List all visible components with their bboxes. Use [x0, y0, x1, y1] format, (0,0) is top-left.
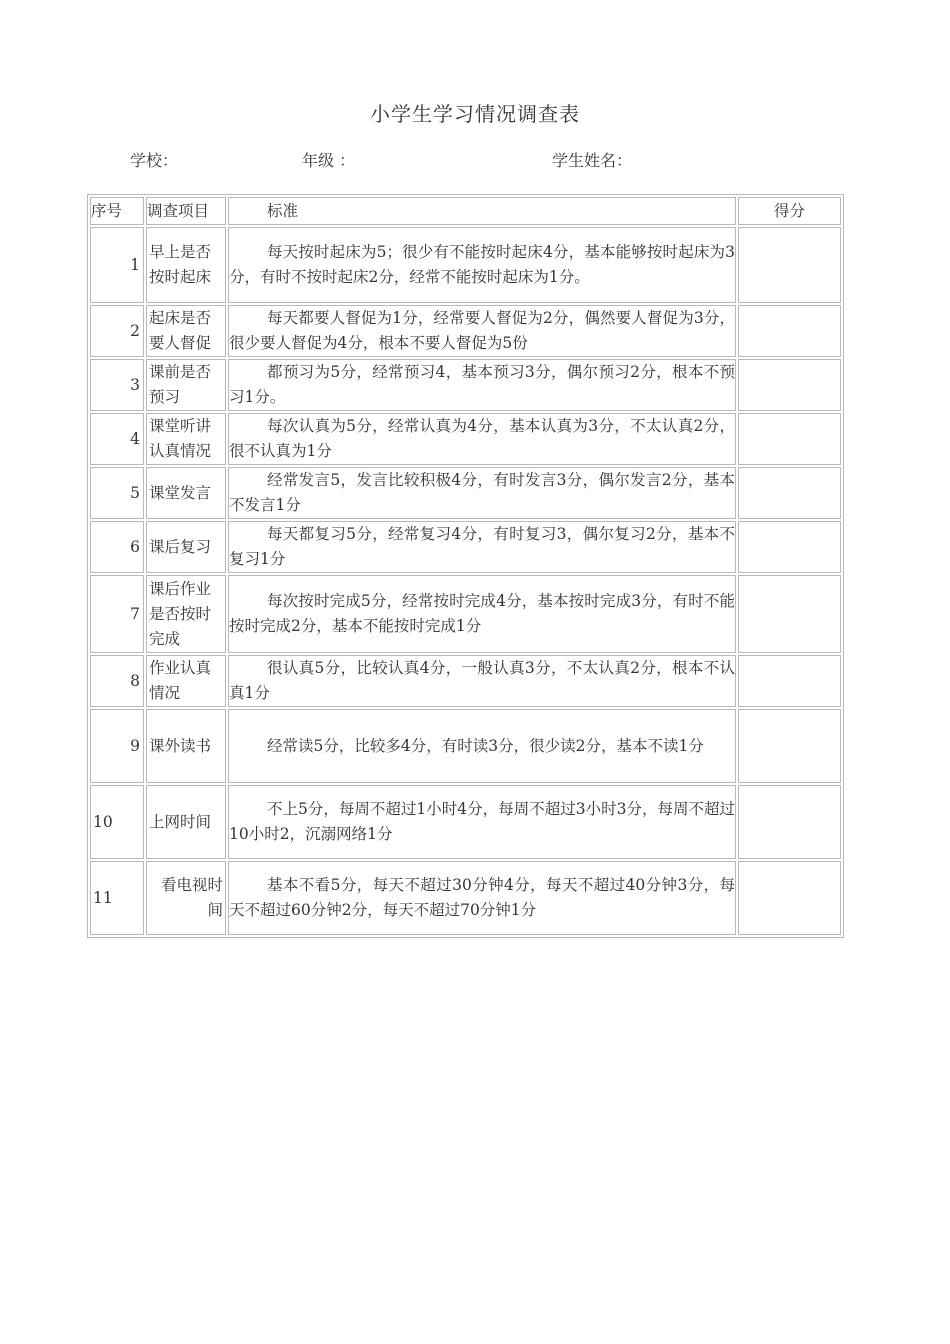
score-cell[interactable]: [738, 861, 841, 935]
table-header-row: [90, 197, 841, 225]
table-row: [90, 467, 841, 519]
row-standard: 每次按时完成5分，经常按时完成4分，基本按时完成3分，有时不能按时完成2分，基本不能按时完成1分: [228, 575, 736, 653]
score-cell[interactable]: [738, 413, 841, 465]
row-standard: 很认真5分，比较认真4分，一般认真3分，不太认真2分，根本不认真1分: [228, 655, 736, 707]
row-standard: 每天按时起床为5；很少有不能按时起床4分，基本能够按时起床为3分，有时不按时起床2分，经常不能按时起床为1分。: [228, 227, 736, 303]
row-no: 1: [90, 227, 144, 303]
row-item: 早上是否按时起床: [146, 227, 226, 303]
row-no: 11: [90, 861, 144, 935]
row-item: 课外读书: [146, 709, 226, 783]
row-item: 看电视时间: [146, 861, 226, 935]
row-standard: 每天都复习5分，经常复习4分，有时复习3，偶尔复习2分，基本不复习1分: [228, 521, 736, 573]
row-standard: 经常发言5，发言比较积极4分，有时发言3分，偶尔发言2分，基本不发言1分: [228, 467, 736, 519]
header-score: 得分: [738, 197, 841, 225]
page-title: 小学生学习情况调查表: [370, 102, 580, 126]
row-item: 作业认真情况: [146, 655, 226, 707]
row-no: 9: [90, 709, 144, 783]
row-no: 10: [90, 785, 144, 859]
score-cell[interactable]: [738, 227, 841, 303]
row-standard: 每天都要人督促为1分，经常要人督促为2分，偶然要人督促为3分，很少要人督促为4分，根本不要人督促为5份: [228, 305, 736, 357]
row-standard: 每次认真为5分，经常认真为4分，基本认真为3分，不太认真2分，很不认真为1分: [228, 413, 736, 465]
table-row: [90, 305, 841, 357]
score-cell[interactable]: [738, 521, 841, 573]
header-standard: 标准: [228, 197, 736, 225]
table-row: [90, 413, 841, 465]
row-no: 8: [90, 655, 144, 707]
table-row: [90, 655, 841, 707]
row-standard: 不上5分，每周不超过1小时4分，每周不超过3小时3分，每周不超过10小时2，沉溺网络1分: [228, 785, 736, 859]
row-item: 上网时间: [146, 785, 226, 859]
table-row: [90, 575, 841, 653]
table-row: [90, 521, 841, 573]
header-item: 调查项目: [146, 197, 226, 225]
header-no: 序号: [90, 197, 144, 225]
table-row: [90, 785, 841, 859]
row-standard: 基本不看5分，每天不超过30分钟4分，每天不超过40分钟3分，每天不超过60分钟2分，每天不超过70分钟1分: [228, 861, 736, 935]
row-item: 课后复习: [146, 521, 226, 573]
table-row: [90, 227, 841, 303]
score-cell[interactable]: [738, 359, 841, 411]
row-item: 课堂发言: [146, 467, 226, 519]
row-item: 起床是否要人督促: [146, 305, 226, 357]
table-row: [90, 861, 841, 935]
school-label: 学校：: [130, 151, 179, 170]
table-row: [90, 359, 841, 411]
score-cell[interactable]: [738, 467, 841, 519]
row-item: 课后作业是否按时完成: [146, 575, 226, 653]
row-no: 2: [90, 305, 144, 357]
score-cell[interactable]: [738, 305, 841, 357]
row-standard: 经常读5分，比较多4分，有时读3分，很少读2分，基本不读1分: [228, 709, 736, 783]
score-cell[interactable]: [738, 575, 841, 653]
score-cell[interactable]: [738, 655, 841, 707]
row-no: 4: [90, 413, 144, 465]
row-no: 6: [90, 521, 144, 573]
score-cell[interactable]: [738, 709, 841, 783]
row-no: 3: [90, 359, 144, 411]
table-row: [90, 709, 841, 783]
row-no: 7: [90, 575, 144, 653]
row-no: 5: [90, 467, 144, 519]
survey-table: [87, 194, 844, 938]
row-item: 课前是否预习: [146, 359, 226, 411]
grade-label: 年级 ：: [302, 151, 356, 170]
score-cell[interactable]: [738, 785, 841, 859]
row-standard: 都预习为5分，经常预习4，基本预习3分，偶尔预习2分，根本不预习1分。: [228, 359, 736, 411]
student-name-label: 学生姓名：: [552, 151, 633, 170]
row-item: 课堂听讲认真情况: [146, 413, 226, 465]
